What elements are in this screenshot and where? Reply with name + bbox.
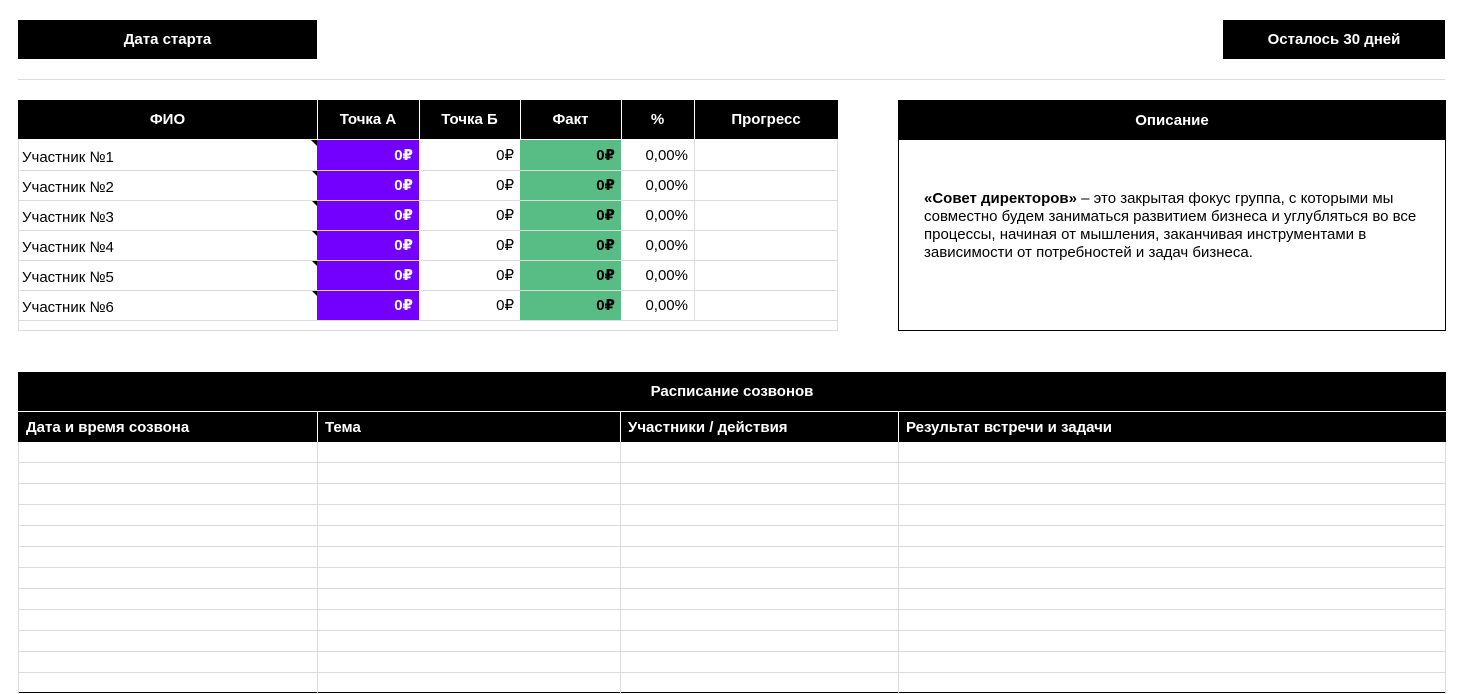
description-bold: «Совет директоров» bbox=[924, 190, 1077, 207]
participant-name[interactable]: Участник №2 bbox=[22, 178, 114, 196]
col-header-point-b: Точка Б bbox=[419, 100, 520, 139]
fact-cell[interactable]: 0₽ bbox=[520, 140, 621, 170]
progress-cell[interactable] bbox=[694, 200, 838, 230]
description-body: – это закрытая фокус группа, с которыми мы совместно будем заниматься развитием бизнеса и углубляться во все процессы, начиная от мышления, заканчивая инструментами в зависимости от потребностей и задач бизнеса. bbox=[924, 190, 1417, 261]
percent-cell[interactable]: 0,00% bbox=[645, 176, 688, 194]
fact-cell[interactable]: 0₽ bbox=[520, 200, 621, 230]
fact-cell[interactable]: 0₽ bbox=[520, 230, 621, 260]
schedule-title: Расписание созвонов bbox=[18, 372, 1446, 411]
participant-name[interactable]: Участник №1 bbox=[22, 148, 114, 166]
col-header-percent: % bbox=[621, 100, 694, 139]
progress-cell[interactable] bbox=[694, 260, 838, 290]
point-b-cell[interactable]: 0₽ bbox=[496, 237, 514, 254]
col-header-fact: Факт bbox=[520, 100, 621, 139]
fact-cell[interactable]: 0₽ bbox=[520, 290, 621, 320]
description-text bbox=[924, 190, 1419, 262]
comment-marker-icon bbox=[311, 140, 317, 146]
percent-cell[interactable]: 0,00% bbox=[645, 146, 688, 164]
col-header-name: ФИО bbox=[18, 100, 317, 139]
fact-cell[interactable]: 0₽ bbox=[520, 260, 621, 290]
description-header: Описание bbox=[898, 100, 1446, 140]
point-a-cell[interactable]: 0₽ bbox=[317, 230, 419, 260]
point-b-cell[interactable]: 0₽ bbox=[496, 177, 514, 194]
days-remaining-badge: Осталось 30 дней bbox=[1223, 20, 1445, 59]
point-b-cell[interactable]: 0₽ bbox=[496, 267, 514, 284]
point-b-cell[interactable]: 0₽ bbox=[496, 207, 514, 224]
progress-cell[interactable] bbox=[694, 230, 838, 260]
point-a-cell[interactable]: 0₽ bbox=[317, 260, 419, 290]
participant-name[interactable]: Участник №4 bbox=[22, 238, 114, 256]
point-a-cell[interactable]: 0₽ bbox=[317, 200, 419, 230]
percent-cell[interactable]: 0,00% bbox=[645, 206, 688, 224]
percent-cell[interactable]: 0,00% bbox=[645, 266, 688, 284]
participant-name[interactable]: Участник №6 bbox=[22, 298, 114, 316]
point-a-cell[interactable]: 0₽ bbox=[317, 290, 419, 320]
percent-cell[interactable]: 0,00% bbox=[645, 296, 688, 314]
point-b-cell[interactable]: 0₽ bbox=[496, 297, 514, 314]
participant-name[interactable]: Участник №3 bbox=[22, 208, 114, 226]
progress-cell[interactable] bbox=[694, 140, 838, 170]
schedule-col-topic: Тема bbox=[317, 412, 620, 442]
point-a-cell[interactable]: 0₽ bbox=[317, 170, 419, 200]
percent-cell[interactable]: 0,00% bbox=[645, 236, 688, 254]
progress-cell[interactable] bbox=[694, 290, 838, 320]
progress-cell[interactable] bbox=[694, 170, 838, 200]
fact-cell[interactable]: 0₽ bbox=[520, 170, 621, 200]
schedule-col-participants: Участники / действия bbox=[620, 412, 898, 442]
schedule-col-date: Дата и время созвона bbox=[18, 412, 317, 442]
point-a-cell[interactable]: 0₽ bbox=[317, 140, 419, 170]
start-date-label: Дата старта bbox=[18, 20, 317, 59]
col-header-point-a: Точка А bbox=[317, 100, 419, 139]
schedule-col-result: Результат встречи и задачи bbox=[898, 412, 1446, 442]
col-header-progress: Прогресс bbox=[694, 100, 838, 139]
participant-name[interactable]: Участник №5 bbox=[22, 268, 114, 286]
point-b-cell[interactable]: 0₽ bbox=[496, 147, 514, 164]
